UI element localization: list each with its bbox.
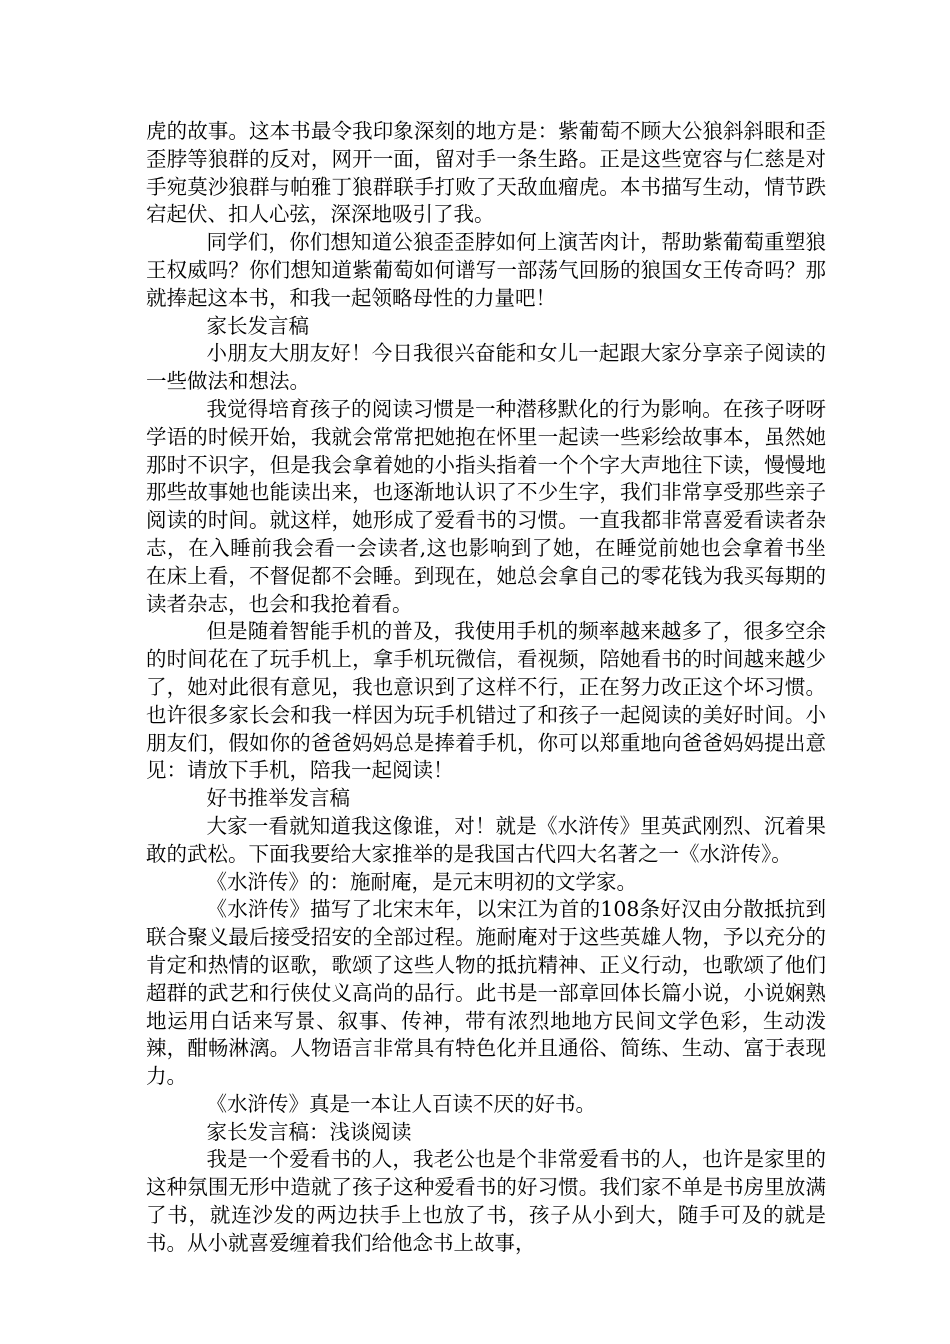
paragraph-story-invitation: 同学们，你们想知道公狼歪歪脖如何上演苦肉计，帮助紫葡萄重塑狼王权威吗？你们想知道紫葡萄如何谱写一部荡气回肠的狼国女王传奇吗？那就捧起这本书，和我一起领略母性的力量吧！ [146, 230, 826, 310]
paragraph-book-praise: 《水浒传》真是一本让人百读不厌的好书。 [206, 1091, 596, 1116]
section-heading-book-recommendation: 好书推举发言稿 [206, 786, 350, 811]
paragraph-family-books: 我是一个爱看书的人，我老公也是个非常爱看书的人，也许是家里的这种氛围无形中造就了孩子这种爱看书的好习惯。我们家不单是书房里放满了书，就连沙发的两边扶手上也放了书，孩子从小到大，随手可及的就是书。从小就喜爱缠着我们给他念书上故事， [146, 1147, 826, 1255]
paragraph-book-summary: 《水浒传》描写了北宋末年，以宋江为首的108条好汉由分散抵抗到联合聚义最后接受招安的全部过程。施耐庵对于这些英雄人物，予以充分的肯定和热情的讴歌，歌颂了这些人物的抵抗精神、正义行动，也歌颂了他们超群的武艺和行侠仗义高尚的品行。此书是一部章回体长篇小说，小说娴熟地运用白话来写景、叙事、传神，带有浓烈地地方民间文学色彩，生动泼辣，酣畅淋漓。人物语言非常具有特色化并且通俗、简练、生动、富于表现力。 [146, 897, 826, 1089]
paragraph-reading-habit: 我觉得培育孩子的阅读习惯是一种潜移默化的行为影响。在孩子呀呀学语的时候开始，我就会常常把她抱在怀里一起读一些彩绘故事本，虽然她那时不识字，但是我会拿着她的小指头指着一个个字大声地往下读，慢慢地那些故事她也能读出来，也逐渐地认识了不少生字，我们非常享受那些亲子阅读的时间。就这样，她形成了爱看书的习惯。一直我都非常喜爱看读者杂志，在入睡前我会看一会读者,这也影响到了她，在睡觉前她也会拿着书坐在床上看，不督促都不会睡。到现在，她总会拿自己的零花钱为我买每期的读者杂志，也会和我抢着看。 [146, 396, 826, 616]
paragraph-author: 《水浒传》的：施耐庵，是元末明初的文学家。 [206, 869, 637, 894]
document-page [146, 118, 826, 1258]
paragraph-parent-greeting: 小朋友大朋友好！今日我很兴奋能和女儿一起跟大家分享亲子阅读的一些做法和想法。 [146, 341, 826, 394]
paragraph-phone-habit: 但是随着智能手机的普及，我使用手机的频率越来越多了，很多空余的时间花在了玩手机上，拿手机玩微信，看视频，陪她看书的时间越来越少了，她对此很有意见，我也意识到了这样不行，正在努力改正这个坏习惯。也许很多家长会和我一样因为玩手机错过了和孩子一起阅读的美好时间。小朋友们，假如你的爸爸妈妈总是捧着手机，你可以郑重地向爸爸妈妈提出意见：请放下手机，陪我一起阅读！ [146, 619, 826, 783]
paragraph-wusong-intro: 大家一看就知道我这像谁，对！就是《水浒传》里英武刚烈、沉着果敢的武松。下面我要给大家推举的是我国古代四大名著之一《水浒传》。 [146, 813, 826, 866]
section-heading-on-reading: 家长发言稿：浅谈阅读 [206, 1119, 412, 1144]
section-heading-parent-speech: 家长发言稿 [206, 313, 309, 338]
paragraph-story-continuation: 虎的故事。这本书最令我印象深刻的地方是：紫葡萄不顾大公狼斜斜眼和歪歪脖等狼群的反对，网开一面，留对手一条生路。正是这些宽容与仁慈是对手宛莫沙狼群与帕雅丁狼群联手打败了天敌血瘤虎。本书描写生动，情节跌宕起伏、扣人心弦，深深地吸引了我。 [146, 119, 826, 227]
